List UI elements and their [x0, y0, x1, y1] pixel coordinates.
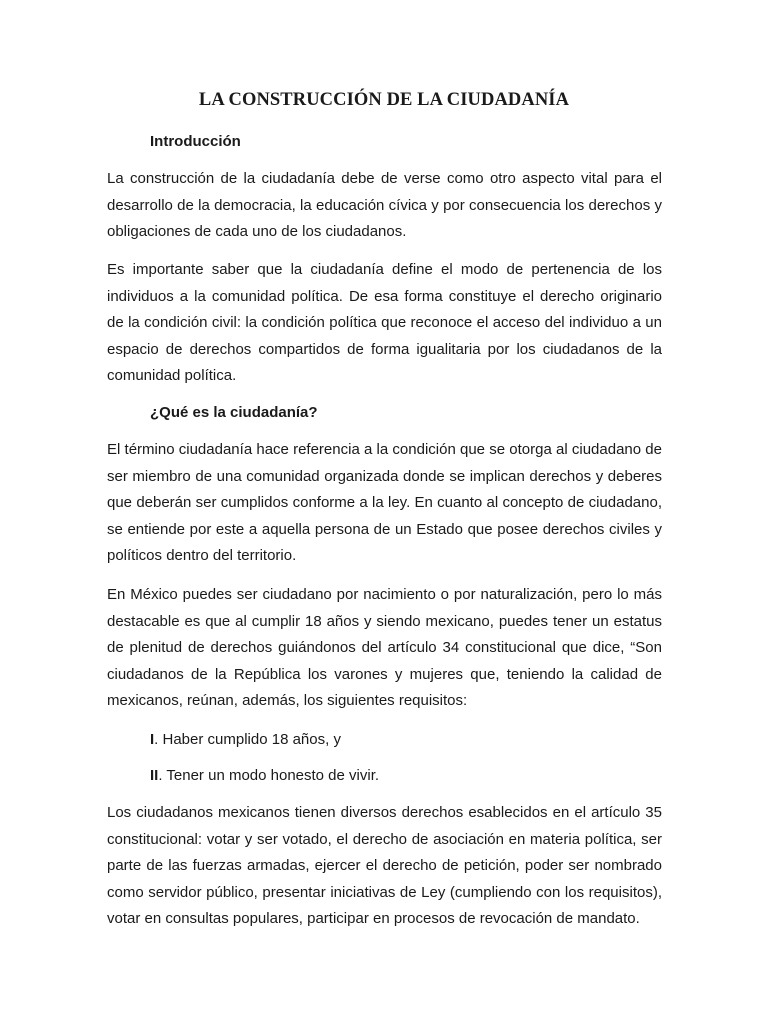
paragraph-3: El término ciudadanía hace referencia a la condición que se otorga al ciudadano de ser miembro de una comunidad organizada donde se implican derechos y deberes que deberán ser cumplidos conforme a la ley. En cuanto al concepto de ciudadano, se entiende por este a aquella persona de un Estado que posee derechos civiles y políticos dentro del territorio. — [107, 441, 662, 564]
list-item-1-text: . Haber cumplido 18 años, y — [154, 731, 341, 748]
list-item-1 — [150, 731, 341, 748]
section-heading-que-es: ¿Qué es la ciudadanía? — [150, 404, 318, 421]
paragraph-5: Los ciudadanos mexicanos tienen diversos derechos esablecidos en el artículo 35 constitucional: votar y ser votado, el derecho de asociación en materia política, ser parte de las fuerzas armadas, ejercer el derecho de petición, poder ser nombrado como servidor público, presentar iniciativas de Ley (cumpliendo con los requisitos), votar en consultas populares, participar en procesos de revocación de mandato. — [107, 804, 662, 927]
document-title: LA CONSTRUCCIÓN DE LA CIUDADANÍA — [198, 90, 570, 110]
paragraph-2: Es importante saber que la ciudadanía define el modo de pertenencia de los individuos a la comunidad política. De esa forma constituye el derecho originario de la condición civil: la condición política que reconoce el acceso del individuo a un espacio de derechos compartidos de forma igualitaria por los ciudadanos de la comunidad política. — [107, 261, 662, 384]
list-item-2-number: II — [150, 767, 159, 784]
list-item-2 — [150, 767, 379, 784]
section-heading-introduction: Introducción — [150, 133, 241, 150]
list-item-2-text: . Tener un modo honesto de vivir. — [158, 767, 380, 784]
list-item-1-number: I — [150, 731, 155, 748]
paragraph-1: La construcción de la ciudadanía debe de verse como otro aspecto vital para el desarrollo de la democracia, la educación cívica y por consecuencia los derechos y obligaciones de cada uno de los ciudadanos. — [107, 170, 662, 240]
paragraph-4: En México puedes ser ciudadano por nacimiento o por naturalización, pero lo más destacable es que al cumplir 18 años y siendo mexicano, puedes tener un estatus de plenitud de derechos guiándonos del artículo 34 constitucional que dice, “Son ciudadanos de la República los varones y mujeres que, teniendo la calidad de mexicanos, reúnan, además, los siguientes requisitos: — [107, 586, 662, 709]
